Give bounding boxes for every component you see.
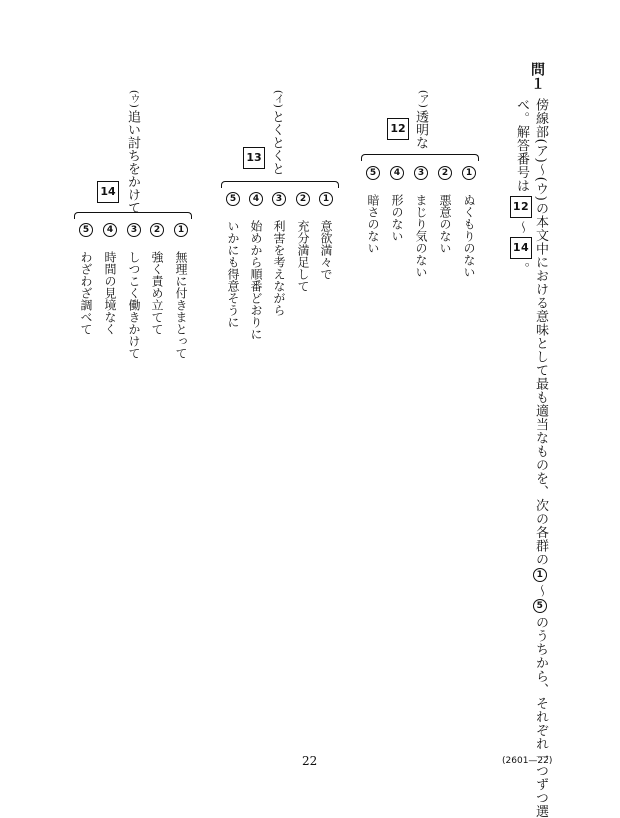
option-text: 無理に付きまとって: [174, 251, 188, 359]
question-instruction-line1: [533, 98, 547, 818]
answer-box-13: 13: [243, 147, 265, 169]
circled-number: 3: [414, 166, 428, 180]
option-text: 意欲満々で: [319, 220, 333, 280]
option-text: 暗さのない: [366, 194, 380, 254]
option-brace-u: [74, 212, 192, 219]
circled-number: 5: [79, 223, 93, 237]
option-i-1: [319, 190, 333, 280]
option-text: いかにも得意そうに: [226, 220, 240, 328]
option-a-5: [366, 164, 380, 254]
option-a-4: [390, 164, 404, 242]
option-u-5: [79, 221, 93, 335]
option-text: 形のない: [390, 194, 404, 242]
option-a-3: [414, 164, 428, 278]
tilde: 〜: [533, 163, 548, 177]
tilde: 〜: [533, 583, 548, 598]
question-instruction-line2: [510, 98, 532, 276]
option-u-4: [103, 221, 117, 335]
circled-number: 4: [103, 223, 117, 237]
item-phrase-u: 追い討ちをかけて: [125, 110, 140, 214]
circled-number: 2: [150, 223, 164, 237]
instruction-text: のうちから、それぞれ一つずつ選: [533, 615, 548, 818]
option-text: しつこく働きかけて: [127, 251, 141, 359]
option-text: 時間の見境なく: [103, 251, 117, 335]
instruction-text: 傍線部: [533, 98, 548, 139]
option-text: 充分満足して: [296, 220, 310, 292]
option-a-2: [438, 164, 452, 254]
option-u-2: [150, 221, 164, 335]
range-end-label: (ウ): [533, 176, 548, 202]
instruction-text: べ。解答番号は: [514, 98, 529, 193]
option-i-4: [249, 190, 263, 340]
circled-number: 3: [272, 192, 286, 206]
answer-box-14: 14: [97, 181, 119, 203]
exam-code: (2601—22): [502, 756, 553, 766]
answer-box: 14: [510, 237, 532, 259]
option-i-3: [272, 190, 286, 316]
circled-number: 1: [319, 192, 333, 206]
option-text: 始めから順番どおりに: [249, 220, 263, 340]
option-brace-i: [221, 181, 339, 188]
circled-number: 2: [438, 166, 452, 180]
circled-number: 5: [533, 599, 547, 613]
answer-box: 12: [510, 196, 532, 218]
option-brace-a: [361, 154, 479, 161]
circled-number: 1: [174, 223, 188, 237]
circled-number: 1: [462, 166, 476, 180]
option-u-3: [127, 221, 141, 359]
option-text: 利害を考えながら: [272, 220, 286, 316]
item-phrase-i: とくとくと: [269, 110, 284, 175]
circled-number: 4: [390, 166, 404, 180]
item-label-i: (イ): [272, 90, 283, 108]
item-label-u: (ウ): [128, 90, 139, 108]
option-text: わざわざ調べて: [79, 251, 93, 335]
option-i-2: [296, 190, 310, 292]
circled-number: 3: [127, 223, 141, 237]
circled-number: 5: [226, 192, 240, 206]
instruction-text: 。: [514, 262, 529, 276]
option-text: ぬくもりのない: [462, 194, 476, 278]
option-text: まじり気のない: [414, 194, 428, 278]
circled-number: 5: [366, 166, 380, 180]
option-i-5: [226, 190, 240, 328]
answer-box-12: 12: [387, 118, 409, 140]
circled-number: 1: [533, 568, 547, 582]
tilde: 〜: [514, 220, 529, 234]
circled-number: 2: [296, 192, 310, 206]
item-phrase-a: 透明な: [413, 110, 428, 149]
option-text: 強く責め立てて: [150, 251, 164, 335]
question-label: 問１: [529, 62, 545, 90]
item-label-a: (ア): [417, 90, 428, 108]
page-number: 22: [302, 754, 318, 768]
circled-number: 4: [249, 192, 263, 206]
option-u-1: [174, 221, 188, 359]
range-start-label: (ア): [533, 138, 548, 164]
instruction-text: の本文中における意味として最も適当なものを、次の各群の: [533, 201, 548, 566]
option-a-1: [462, 164, 476, 278]
option-text: 悪意のない: [438, 194, 452, 254]
